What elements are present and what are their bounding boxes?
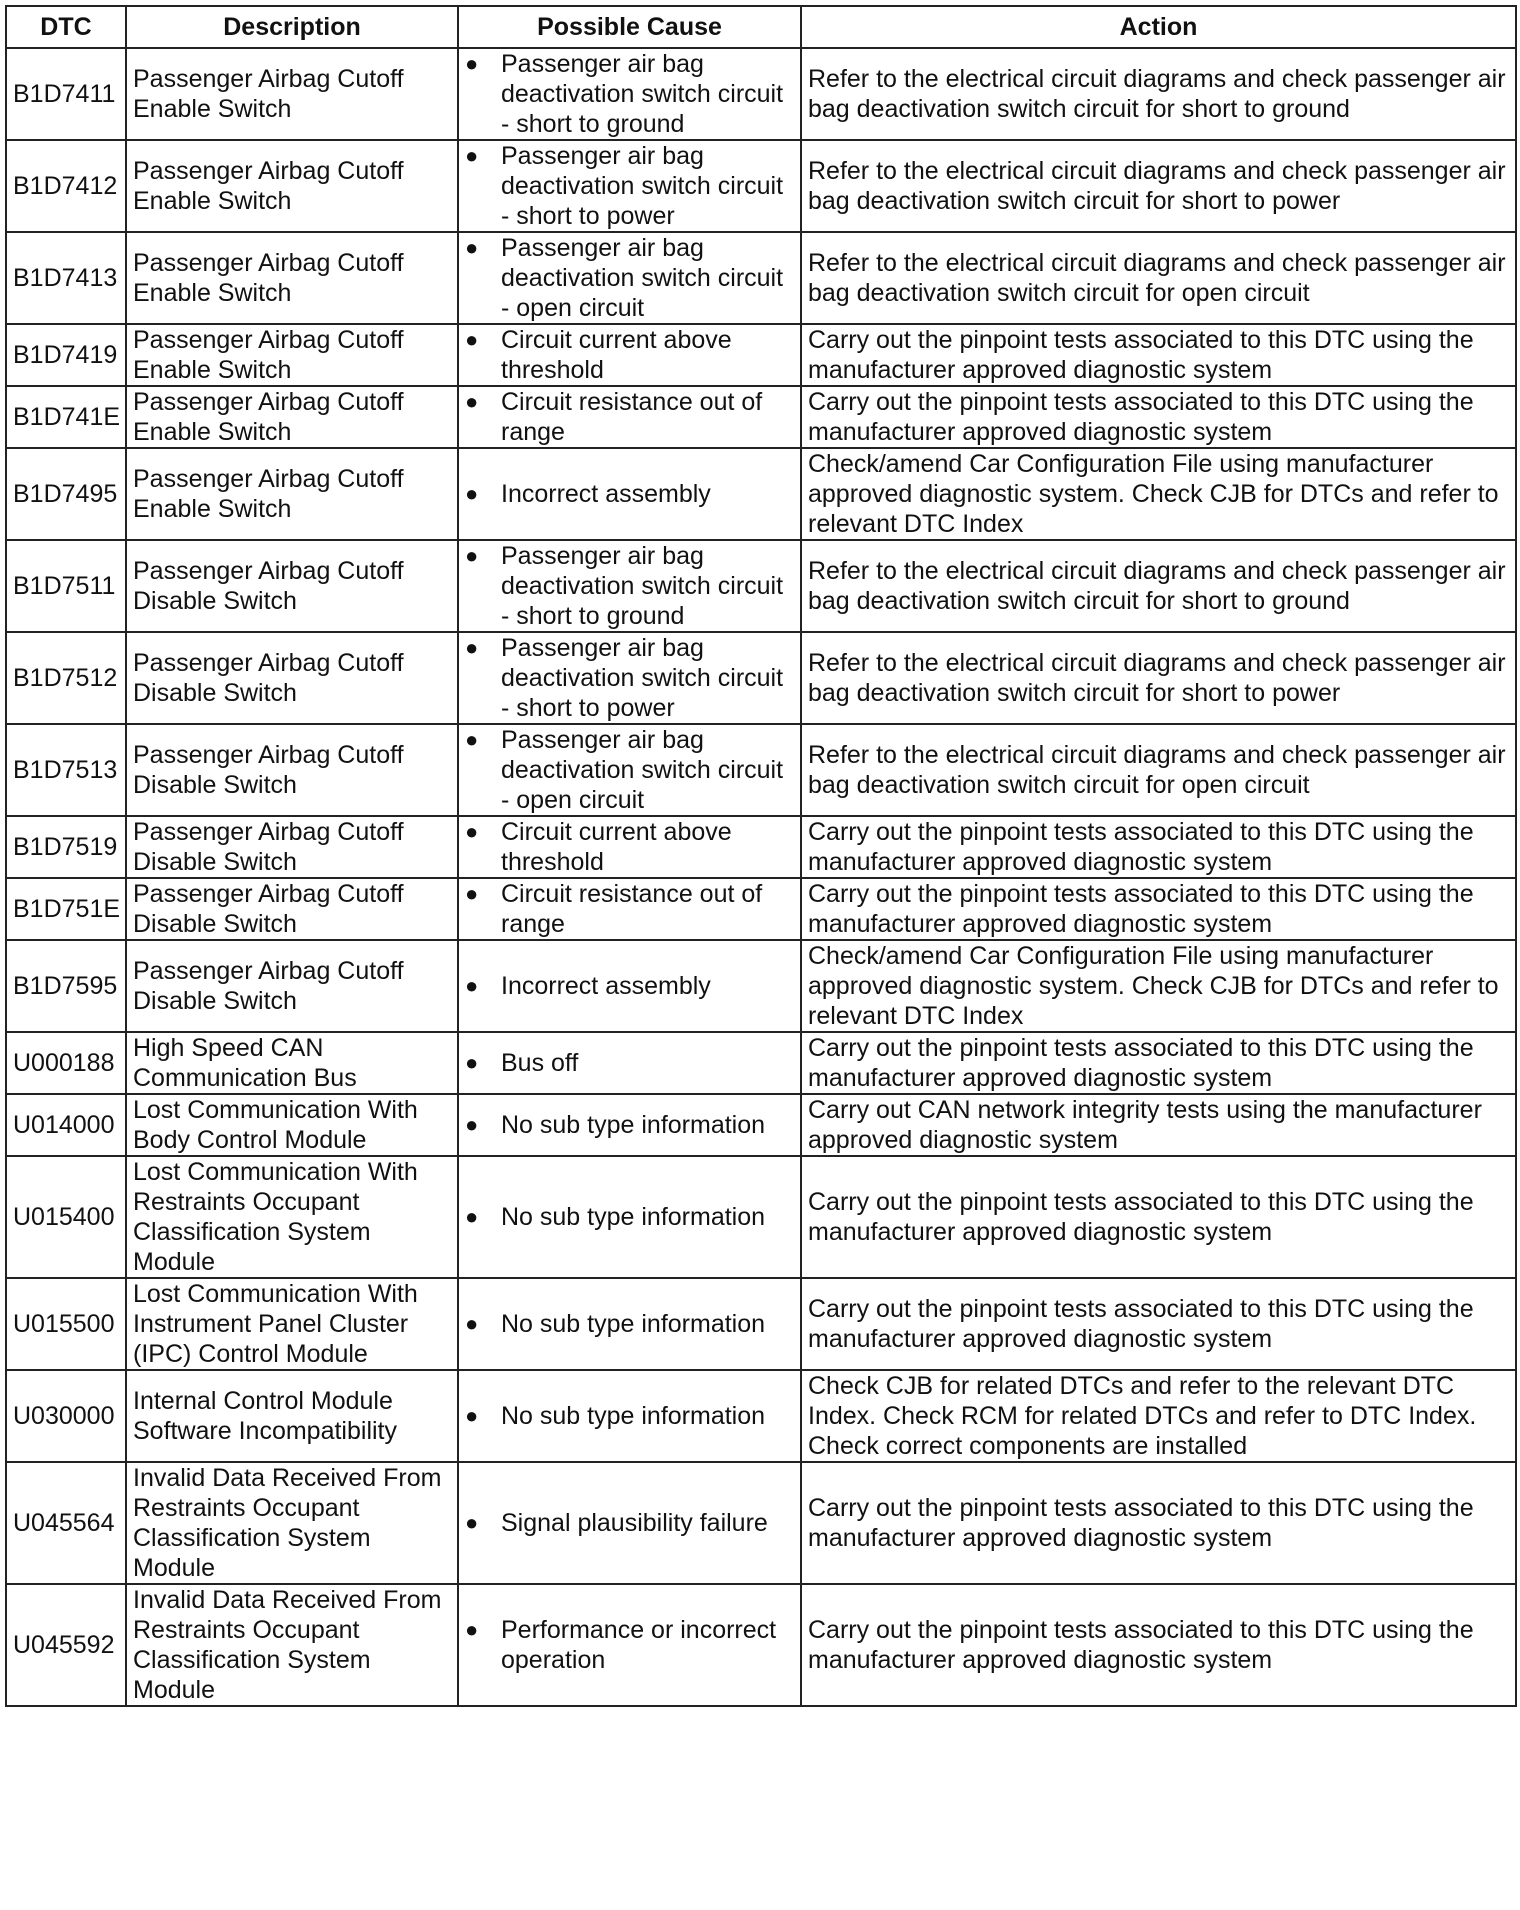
- possible-cause: Performance or incorrect operation: [501, 1616, 777, 1674]
- table-row: [6, 878, 1516, 940]
- dtc-code: B1D751E: [6, 878, 126, 940]
- table-row: [6, 816, 1516, 878]
- possible-cause: Passenger air bag deactivation switch circuit - short to power: [501, 142, 784, 230]
- table-row: [6, 324, 1516, 386]
- table-row: [6, 1278, 1516, 1370]
- header-possible-cause: Possible Cause: [458, 6, 801, 48]
- action: Carry out CAN network integrity tests using the manufacturer approved diagnostic system: [801, 1094, 1516, 1156]
- possible-cause-cell: [458, 448, 801, 540]
- possible-cause-cell: [458, 140, 801, 232]
- table-row: [6, 1094, 1516, 1156]
- action: Carry out the pinpoint tests associated to this DTC using the manufacturer approved diagnostic system: [801, 1156, 1516, 1278]
- dtc-description: Passenger Airbag Cutoff Disable Switch: [126, 632, 458, 724]
- dtc-description: High Speed CAN Communication Bus: [126, 1032, 458, 1094]
- dtc-description: Lost Communication With Instrument Panel Cluster (IPC) Control Module: [126, 1278, 458, 1370]
- action: Carry out the pinpoint tests associated to this DTC using the manufacturer approved diagnostic system: [801, 1278, 1516, 1370]
- possible-cause-cell: [458, 724, 801, 816]
- dtc-code: B1D7495: [6, 448, 126, 540]
- action: Carry out the pinpoint tests associated to this DTC using the manufacturer approved diagnostic system: [801, 386, 1516, 448]
- table-row: [6, 140, 1516, 232]
- bullet-icon: ●: [465, 1050, 479, 1075]
- possible-cause-cell: [458, 816, 801, 878]
- bullet-icon: ●: [465, 389, 479, 414]
- possible-cause-cell: [458, 878, 801, 940]
- possible-cause-cell: [458, 632, 801, 724]
- header-row: [6, 6, 1516, 48]
- dtc-code: U015400: [6, 1156, 126, 1278]
- possible-cause: No sub type information: [501, 1111, 766, 1139]
- bullet-icon: ●: [465, 881, 479, 906]
- bullet-icon: ●: [465, 543, 479, 568]
- dtc-code: U014000: [6, 1094, 126, 1156]
- bullet-icon: ●: [465, 1311, 479, 1336]
- dtc-code: B1D7595: [6, 940, 126, 1032]
- possible-cause-cell: [458, 48, 801, 140]
- action: Carry out the pinpoint tests associated to this DTC using the manufacturer approved diagnostic system: [801, 1462, 1516, 1584]
- possible-cause: Signal plausibility failure: [501, 1509, 768, 1537]
- dtc-description: Passenger Airbag Cutoff Enable Switch: [126, 386, 458, 448]
- action: Refer to the electrical circuit diagrams and check passenger air bag deactivation switch circuit for short to power: [801, 140, 1516, 232]
- table-row: [6, 448, 1516, 540]
- possible-cause: Bus off: [501, 1049, 579, 1077]
- table-row: [6, 1156, 1516, 1278]
- possible-cause-cell: [458, 1156, 801, 1278]
- action: Carry out the pinpoint tests associated to this DTC using the manufacturer approved diagnostic system: [801, 1584, 1516, 1706]
- table-row: [6, 940, 1516, 1032]
- possible-cause: Passenger air bag deactivation switch circuit - open circuit: [501, 234, 784, 322]
- bullet-icon: ●: [465, 727, 479, 752]
- table-row: [6, 1032, 1516, 1094]
- possible-cause-cell: [458, 540, 801, 632]
- action: Refer to the electrical circuit diagrams and check passenger air bag deactivation switch circuit for open circuit: [801, 724, 1516, 816]
- dtc-description: Passenger Airbag Cutoff Enable Switch: [126, 448, 458, 540]
- table-row: [6, 1584, 1516, 1706]
- possible-cause: Passenger air bag deactivation switch circuit - short to ground: [501, 542, 784, 630]
- possible-cause-cell: [458, 1278, 801, 1370]
- action: Check/amend Car Configuration File using manufacturer approved diagnostic system. Check CJB for DTCs and refer to relevant DTC Index: [801, 940, 1516, 1032]
- possible-cause-cell: [458, 232, 801, 324]
- possible-cause-cell: [458, 1370, 801, 1462]
- table-row: [6, 386, 1516, 448]
- table-row: [6, 1462, 1516, 1584]
- bullet-icon: ●: [465, 1510, 479, 1535]
- bullet-icon: ●: [465, 1403, 479, 1428]
- possible-cause: Incorrect assembly: [501, 972, 711, 1000]
- action: Refer to the electrical circuit diagrams and check passenger air bag deactivation switch circuit for short to ground: [801, 48, 1516, 140]
- dtc-code: B1D7419: [6, 324, 126, 386]
- dtc-code: B1D7411: [6, 48, 126, 140]
- possible-cause: Incorrect assembly: [501, 480, 711, 508]
- bullet-icon: ●: [465, 143, 479, 168]
- dtc-code: U015500: [6, 1278, 126, 1370]
- table-row: [6, 540, 1516, 632]
- dtc-description: Passenger Airbag Cutoff Disable Switch: [126, 816, 458, 878]
- bullet-icon: ●: [465, 973, 479, 998]
- dtc-description: Passenger Airbag Cutoff Disable Switch: [126, 878, 458, 940]
- possible-cause: No sub type information: [501, 1203, 766, 1231]
- action: Refer to the electrical circuit diagrams and check passenger air bag deactivation switch circuit for open circuit: [801, 232, 1516, 324]
- action: Carry out the pinpoint tests associated to this DTC using the manufacturer approved diagnostic system: [801, 324, 1516, 386]
- table-row: [6, 232, 1516, 324]
- action: Refer to the electrical circuit diagrams and check passenger air bag deactivation switch circuit for short to ground: [801, 540, 1516, 632]
- dtc-description: Passenger Airbag Cutoff Enable Switch: [126, 324, 458, 386]
- dtc-description: Passenger Airbag Cutoff Enable Switch: [126, 232, 458, 324]
- possible-cause-cell: [458, 1094, 801, 1156]
- possible-cause: No sub type information: [501, 1402, 766, 1430]
- action: Check CJB for related DTCs and refer to the relevant DTC Index. Check RCM for related DTCs and refer to DTC Index. Check correct components are installed: [801, 1370, 1516, 1462]
- possible-cause: Circuit resistance out of range: [501, 880, 763, 938]
- dtc-description: Invalid Data Received From Restraints Occupant Classification System Module: [126, 1462, 458, 1584]
- possible-cause-cell: [458, 1462, 801, 1584]
- bullet-icon: ●: [465, 1617, 479, 1642]
- dtc-code: B1D7511: [6, 540, 126, 632]
- dtc-description: Passenger Airbag Cutoff Disable Switch: [126, 724, 458, 816]
- bullet-icon: ●: [465, 1112, 479, 1137]
- dtc-code: U030000: [6, 1370, 126, 1462]
- header-dtc: DTC: [6, 6, 126, 48]
- dtc-table: [5, 5, 1517, 1707]
- bullet-icon: ●: [465, 819, 479, 844]
- possible-cause: Circuit current above threshold: [501, 818, 732, 876]
- dtc-description: Passenger Airbag Cutoff Enable Switch: [126, 140, 458, 232]
- possible-cause-cell: [458, 1584, 801, 1706]
- dtc-code: U000188: [6, 1032, 126, 1094]
- table-row: [6, 632, 1516, 724]
- dtc-description: Passenger Airbag Cutoff Disable Switch: [126, 940, 458, 1032]
- bullet-icon: ●: [465, 327, 479, 352]
- possible-cause-cell: [458, 324, 801, 386]
- action: Carry out the pinpoint tests associated to this DTC using the manufacturer approved diagnostic system: [801, 1032, 1516, 1094]
- action: Carry out the pinpoint tests associated to this DTC using the manufacturer approved diagnostic system: [801, 878, 1516, 940]
- possible-cause-cell: [458, 940, 801, 1032]
- table-row: [6, 1370, 1516, 1462]
- dtc-code: B1D741E: [6, 386, 126, 448]
- action: Refer to the electrical circuit diagrams and check passenger air bag deactivation switch circuit for short to power: [801, 632, 1516, 724]
- dtc-code: B1D7412: [6, 140, 126, 232]
- bullet-icon: ●: [465, 635, 479, 660]
- possible-cause: Circuit current above threshold: [501, 326, 732, 384]
- bullet-icon: ●: [465, 1204, 479, 1229]
- dtc-code: B1D7513: [6, 724, 126, 816]
- dtc-description: Passenger Airbag Cutoff Enable Switch: [126, 48, 458, 140]
- possible-cause: Passenger air bag deactivation switch circuit - short to power: [501, 634, 784, 722]
- possible-cause-cell: [458, 386, 801, 448]
- bullet-icon: ●: [465, 51, 479, 76]
- dtc-code: B1D7519: [6, 816, 126, 878]
- dtc-code: B1D7413: [6, 232, 126, 324]
- possible-cause: Circuit resistance out of range: [501, 388, 763, 446]
- dtc-description: Internal Control Module Software Incompatibility: [126, 1370, 458, 1462]
- header-action: Action: [801, 6, 1516, 48]
- dtc-code: B1D7512: [6, 632, 126, 724]
- table-row: [6, 724, 1516, 816]
- table-row: [6, 48, 1516, 140]
- bullet-icon: ●: [465, 481, 479, 506]
- possible-cause-cell: [458, 1032, 801, 1094]
- possible-cause: Passenger air bag deactivation switch circuit - open circuit: [501, 726, 784, 814]
- dtc-code: U045592: [6, 1584, 126, 1706]
- header-description: Description: [126, 6, 458, 48]
- possible-cause: No sub type information: [501, 1310, 766, 1338]
- action: Carry out the pinpoint tests associated to this DTC using the manufacturer approved diagnostic system: [801, 816, 1516, 878]
- dtc-description: Lost Communication With Body Control Module: [126, 1094, 458, 1156]
- dtc-description: Passenger Airbag Cutoff Disable Switch: [126, 540, 458, 632]
- possible-cause: Passenger air bag deactivation switch circuit - short to ground: [501, 50, 784, 138]
- dtc-code: U045564: [6, 1462, 126, 1584]
- dtc-description: Invalid Data Received From Restraints Occupant Classification System Module: [126, 1584, 458, 1706]
- action: Check/amend Car Configuration File using manufacturer approved diagnostic system. Check CJB for DTCs and refer to relevant DTC Index: [801, 448, 1516, 540]
- dtc-table-container: [5, 5, 1515, 1707]
- bullet-icon: ●: [465, 235, 479, 260]
- dtc-description: Lost Communication With Restraints Occupant Classification System Module: [126, 1156, 458, 1278]
